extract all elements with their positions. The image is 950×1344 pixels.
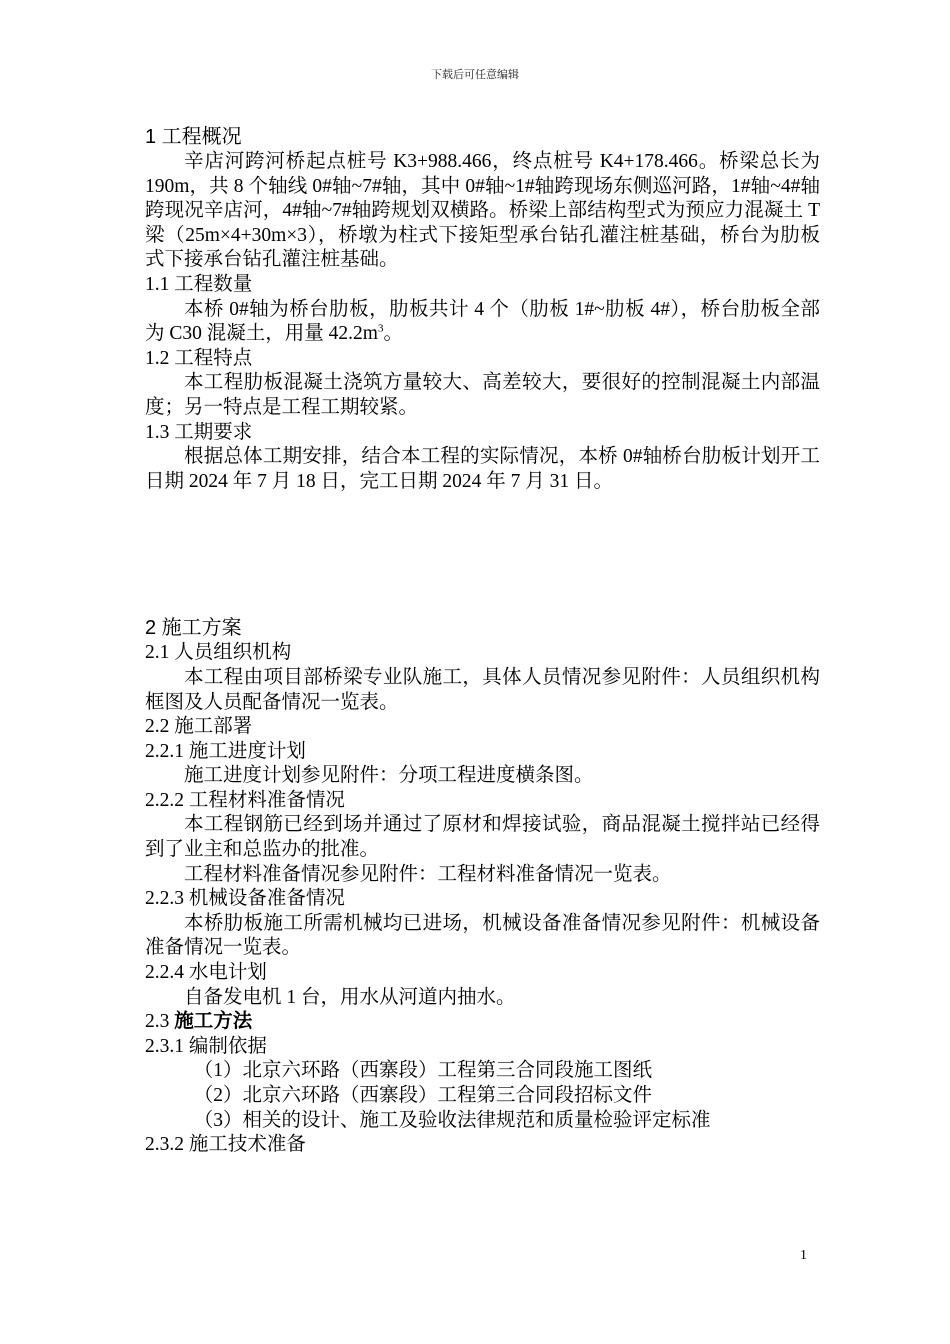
paragraph-2-1: 本工程由项目部桥梁专业队施工，具体人员情况参见附件：人员组织机构框图及人员配备情况一览表。 [145, 666, 820, 713]
heading-2-3-1: 2.3.1 编制依据 [145, 1035, 267, 1057]
heading-1-3: 1.3 工期要求 [145, 421, 253, 443]
page-header: 下载后可任意编辑 [431, 69, 519, 81]
heading-1-2: 1.2 工程特点 [145, 347, 253, 369]
heading-2-2: 2.2 施工部署 [145, 716, 253, 738]
heading-2-3-number: 2.3 [145, 1011, 175, 1033]
list-item: （2）北京六环路（西寨段）工程第三合同段招标文件 [193, 1085, 653, 1106]
paragraph-2-2-4: 自备发电机 1 台，用水从河道内抽水。 [184, 986, 516, 1008]
page-number: 1 [800, 1248, 807, 1263]
heading-1-1: 1.1 工程数量 [145, 273, 253, 295]
heading-2-3-2: 2.3.2 施工技术准备 [145, 1134, 306, 1156]
document-body [145, 124, 820, 1158]
list-item: （1）北京六环路（西寨段）工程第三合同段施工图纸 [193, 1060, 653, 1082]
paragraph-1-1-end: 。 [383, 323, 403, 345]
section-2-heading: 2 施工方案 [145, 617, 242, 640]
heading-2-2-2: 2.2.2 工程材料准备情况 [145, 789, 345, 811]
section-1-heading: 1 工程概况 [145, 126, 242, 148]
heading-2-3-title: 施工方法 [174, 1011, 253, 1033]
section-1-intro: 辛店河跨河桥起点桩号 K3+988.466，终点桩号 K4+178.466。桥梁总长为 190m，共 8 个轴线 0#轴~7#轴，其中 0#轴~1#轴跨现场东侧巡河路，1#轴~4#轴跨现况辛店河，4#轴~7#轴跨规划双横路。桥梁上部结构型式为预应力混凝土 T 梁（25m×4+30m×3），桥墩为柱式下接矩型承台钻孔灌注桩基础，桥台为肋板式下接承台钻孔灌注桩基础。 [145, 151, 820, 271]
heading-2-2-3: 2.2.3 机械设备准备情况 [145, 888, 345, 910]
paragraph-1-1-text: 本桥 0#轴为桥台肋板，肋板共计 4 个（肋板 1#~肋板 4#），桥台肋板全部为 C30 混凝土，用量 42.2m [145, 298, 820, 345]
paragraph-2-2-2b: 工程材料准备情况参见附件：工程材料准备情况一览表。 [184, 863, 672, 885]
paragraph-2-2-2a: 本工程钢筋已经到场并通过了原材和焊接试验，商品混凝土搅拌站已经得到了业主和总监办的批准。 [145, 814, 820, 861]
paragraph-2-2-1: 施工进度计划参见附件：分项工程进度横条图。 [184, 765, 594, 787]
heading-2-1: 2.1 人员组织机构 [145, 642, 292, 664]
heading-2-3 [145, 1010, 820, 1035]
superscript-3: 3 [377, 322, 384, 335]
heading-2-2-1: 2.2.1 施工进度计划 [145, 740, 306, 762]
heading-2-2-4: 2.2.4 水电计划 [145, 962, 267, 984]
list-item: （3）相关的设计、施工及验收法律规范和质量检验评定标准 [193, 1109, 711, 1131]
paragraph-2-2-3: 本桥肋板施工所需机械均已进场，机械设备准备情况参见附件：机械设备准备情况一览表。 [145, 912, 820, 959]
paragraph-1-1 [145, 298, 820, 347]
paragraph-1-3: 根据总体工期安排，结合本工程的实际情况，本桥 0#轴桥台肋板计划开工日期 2024 年 7 月 18 日，完工日期 2024 年 7 月 31 日。 [145, 446, 820, 492]
paragraph-1-2: 本工程肋板混凝土浇筑方量较大、高差较大，要很好的控制混凝土内部温度；另一特点是工程工期较紧。 [145, 372, 820, 418]
blank-space [145, 494, 820, 615]
